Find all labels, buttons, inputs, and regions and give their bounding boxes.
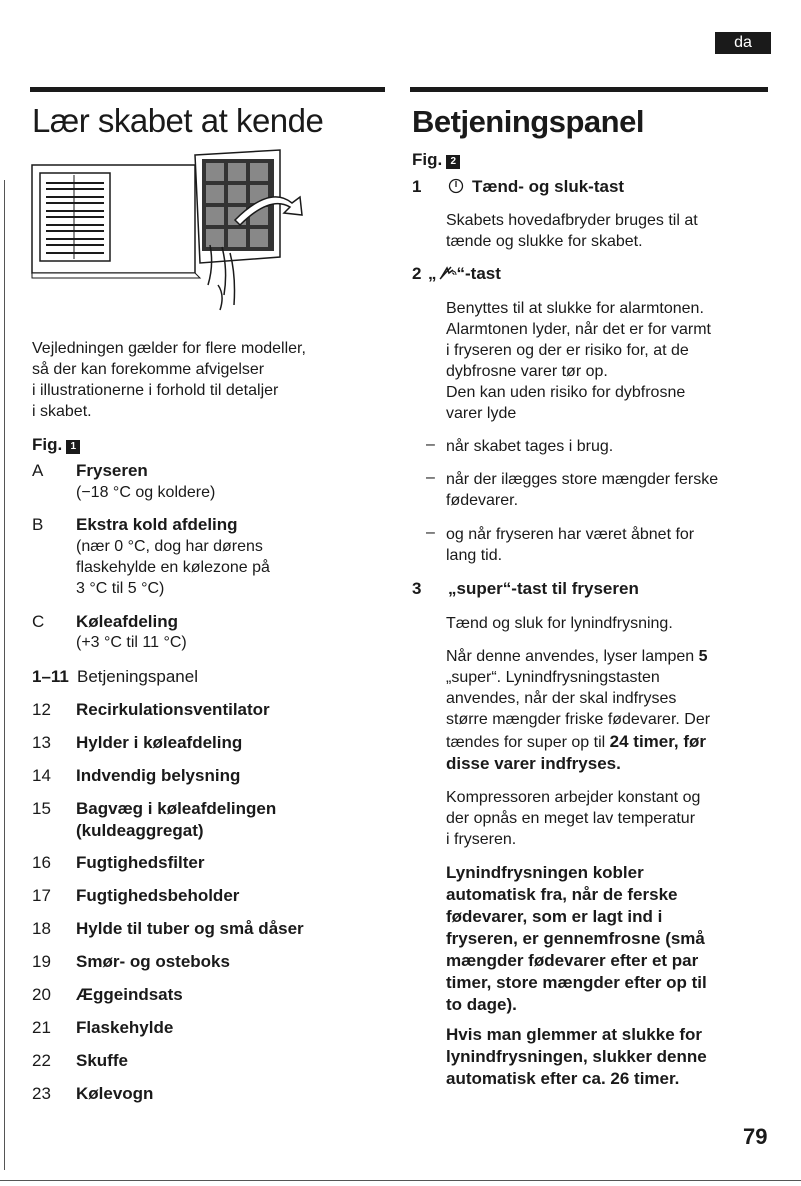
- item-number: 2: [412, 264, 422, 283]
- item-text: Kompressoren arbejder konstant og: [446, 789, 701, 806]
- item-text: tændes for super op til 24 timer, før: [446, 732, 707, 751]
- item-text: „super“. Lynindfrysningstasten: [446, 669, 660, 686]
- item-text: fryseren, er gennemfrosne (små: [446, 929, 705, 948]
- item-text: automatisk efter ca. 26 timer.: [446, 1069, 680, 1088]
- item-text: varer lyde: [446, 405, 517, 422]
- dash-text: lang tid.: [446, 547, 503, 564]
- item-text: anvendes, når der skal indfryses: [446, 690, 677, 707]
- alarm-off-icon: [437, 265, 457, 281]
- item-text: fødevarer, som er lagt ind i: [446, 907, 663, 926]
- dash-text: når der ilægges store mængder ferske: [446, 471, 719, 488]
- dash-text: fødevarer.: [446, 492, 519, 509]
- item-text: Den kan uden risiko for dybfrosne: [446, 384, 686, 401]
- item-text: disse varer indfryses.: [446, 754, 621, 773]
- item-text: to dage).: [446, 995, 517, 1014]
- power-icon: [448, 178, 464, 194]
- manual-illustration: [30, 145, 310, 320]
- page-number: 79: [743, 1124, 768, 1149]
- item-heading: „super“-tast til fryseren: [448, 579, 639, 598]
- dash-bullet: –: [426, 524, 435, 541]
- dash-text: når skabet tages i brug.: [446, 438, 614, 455]
- list-item-sub: 3 °C til 5 °C): [76, 580, 165, 597]
- left-edge-line: [4, 180, 5, 1170]
- item-text: tænde og slukke for skabet.: [446, 233, 643, 250]
- list-item-sub: (nær 0 °C, dog har dørens: [76, 538, 263, 555]
- item-text: timer, store mængder efter op til: [446, 973, 707, 992]
- intro-line: i illustrationerne i forhold til detaljer: [32, 382, 279, 399]
- intro-line: i skabet.: [32, 403, 92, 420]
- item-text: større mængder friske fødevarer. Der: [446, 711, 711, 728]
- bottom-edge-line: [0, 1180, 801, 1181]
- item-text: i fryseren og der er risiko for, at de: [446, 342, 689, 359]
- page-title-left: Lær skabet at kende: [32, 102, 324, 139]
- list-item-sub: flaskehylde en kølezone på: [76, 559, 270, 576]
- item-text: Benyttes til at slukke for alarmtonen.: [446, 300, 704, 317]
- item-text: Tænd og sluk for lynindfrysning.: [446, 615, 673, 632]
- item-text: Skabets hovedafbryder bruges til at: [446, 212, 698, 229]
- item-text: dybfrosne varer tør op.: [446, 363, 608, 380]
- item-text: Lynindfrysningen kobler: [446, 863, 644, 882]
- dash-bullet: –: [426, 436, 435, 453]
- figure-label: Fig. 1: [32, 435, 80, 455]
- figure-number: 1: [66, 440, 80, 454]
- dash-text: og når fryseren har været åbnet for: [446, 526, 695, 543]
- item-text: mængder fødevarer efter et par: [446, 951, 699, 970]
- dash-bullet: –: [426, 469, 435, 486]
- header-line: [410, 87, 768, 92]
- list-item-sub: (−18 °C og koldere): [76, 484, 216, 501]
- item-text: Hvis man glemmer at slukke for: [446, 1025, 703, 1044]
- item-number: 1: [412, 177, 422, 196]
- header-line: [30, 87, 385, 92]
- language-badge: da: [715, 32, 771, 54]
- list-item-sub: (+3 °C til 11 °C): [76, 634, 187, 651]
- page-title-right: Betjeningspanel: [412, 104, 644, 139]
- item-heading: „ “-tast: [428, 264, 501, 283]
- intro-line: så der kan forekomme afvigelser: [32, 361, 265, 378]
- item-text: lynindfrysningen, slukker denne: [446, 1047, 707, 1066]
- item-text: der opnås en meget lav temperatur: [446, 810, 696, 827]
- item-text: automatisk fra, når de ferske: [446, 885, 678, 904]
- figure-label: Fig. 2: [412, 150, 460, 170]
- item-text: i fryseren.: [446, 831, 517, 848]
- item-text: Når denne anvendes, lyser lampen 5: [446, 648, 708, 665]
- item-text: Alarmtonen lyder, når det er for varmt: [446, 321, 711, 338]
- figure-number: 2: [446, 155, 460, 169]
- item-heading: Tænd- og sluk-tast: [448, 177, 624, 197]
- item-number: 3: [412, 579, 422, 598]
- intro-line: Vejledningen gælder for flere modeller,: [32, 340, 306, 357]
